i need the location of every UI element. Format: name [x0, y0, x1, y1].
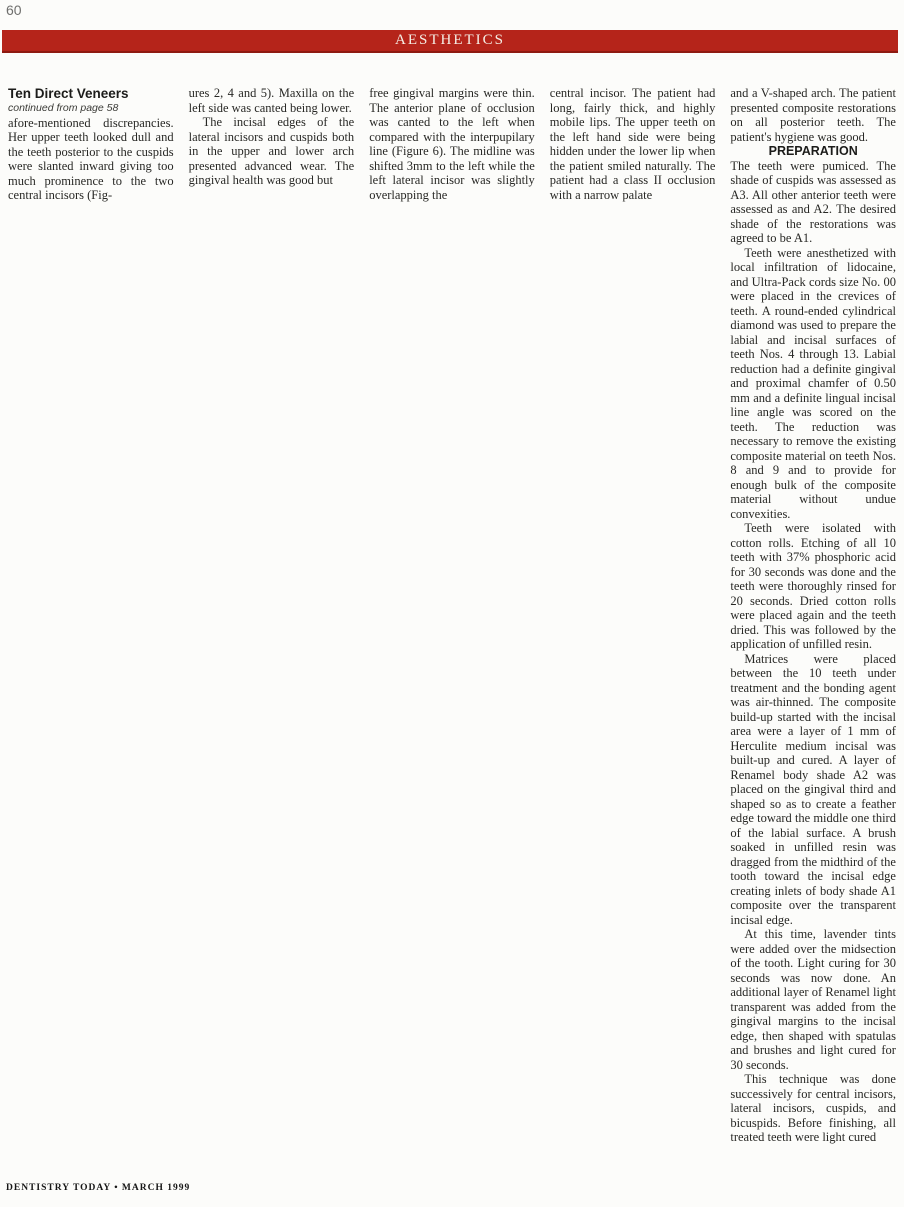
paragraph: ures 2, 4 and 5). Maxilla on the left side was canted being lower.: [188, 86, 355, 115]
column-3: [369, 86, 535, 1145]
paragraph: The incisal edges of the lateral incisors and cuspids both in the upper and lower arch presented advanced wear. The gingival health was good but: [188, 115, 355, 187]
paragraph: At this time, lavender tints were added over the midsection of the tooth. Light curing for 30 seconds was now done. An additional layer of Renamel light transparent was added from the gingival margins to the incisal edge, then shaped with spatulas and brushes and light cured for 30 seconds.: [730, 927, 896, 1072]
column-2: [189, 86, 355, 1145]
section-heading-preparation: PREPARATION: [768, 144, 858, 158]
article-columns: [8, 86, 896, 1145]
paragraph: free gingival margins were thin. The anterior plane of occlusion was canted to the left when compared with the interpupilary line (Figure 6). The midline was shifted 3mm to the left while the left lateral incisor was slightly overlapping the: [369, 86, 535, 202]
paragraph: The teeth were pumiced. The shade of cuspids was assessed as A3. All other anterior teeth were assessed as and A2. The desired shade of the restorations was agreed to be A1.: [730, 158, 896, 245]
paragraph: This technique was done successively for central incisors, lateral incisors, cuspids, and bicuspids. Before finishing, all treated teeth were light cured: [730, 1072, 896, 1144]
page-footer: DENTISTRY TODAY • MARCH 1999: [6, 1183, 191, 1193]
column-1: [8, 86, 174, 1145]
paragraph: central incisor. The patient had long, fairly thick, and highly mobile lips. The upper teeth on the left hand side were being hidden under the lower lip when the patient smiled naturally. The patient had a class II occlusion with a narrow palate: [549, 86, 716, 202]
page-number: 60: [6, 2, 22, 18]
article-title: Ten Direct Veneers: [8, 86, 129, 101]
section-banner: [2, 30, 898, 53]
paragraph: Teeth were isolated with cotton rolls. Etching of all 10 teeth with 37% phosphoric acid for 30 seconds was done and the teeth were thoroughly rinsed for 20 seconds. Dried cotton rolls were placed again and the teeth dried. This was followed by the application of unfilled resin.: [730, 521, 896, 651]
column-4: [550, 86, 716, 1145]
paragraph: and a V-shaped arch. The patient presented composite restorations on all posterior teeth. The patient's hygiene was good.: [730, 86, 896, 144]
paragraph: afore-mentioned discrepancies. Her upper teeth looked dull and the teeth posterior to the cuspids were slanted inward giving too much prominence to the two central incisors (Fig-: [8, 115, 174, 202]
continued-from-note: continued from page 58: [8, 102, 119, 114]
paragraph: Teeth were anesthetized with local infiltration of lidocaine, and Ultra-Pack cords size No. 00 were placed in the crevices of teeth. A round-ended cylindrical diamond was used to prepare the labial and incisal surfaces of teeth Nos. 4 through 13. Labial reduction had a definite gingival and proximal chamfer of 0.50 mm and a definite lingual incisal line angle was scored on the teeth. The reduction was necessary to remove the existing composite material on teeth Nos. 8 and 9 and to provide for enough bulk of the composite material without undue convexities.: [730, 245, 896, 521]
section-banner-title: AESTHETICS: [395, 32, 505, 48]
column-5: [730, 86, 896, 1145]
paragraph: Matrices were placed between the 10 teeth under treatment and the bonding agent was air-thinned. The composite build-up started with the incisal area were a layer of 1 mm of Herculite medium incisal was built-up and cured. A layer of Renamel body shade A2 was placed on the gingival third and shaped so as to create a feather edge toward the middle one third of the labial surface. A brush soaked in unfilled resin was dragged from the midthird of the tooth toward the incisal edge creating inlets of body shade A1 composite over the transparent incisal edge.: [730, 651, 896, 927]
